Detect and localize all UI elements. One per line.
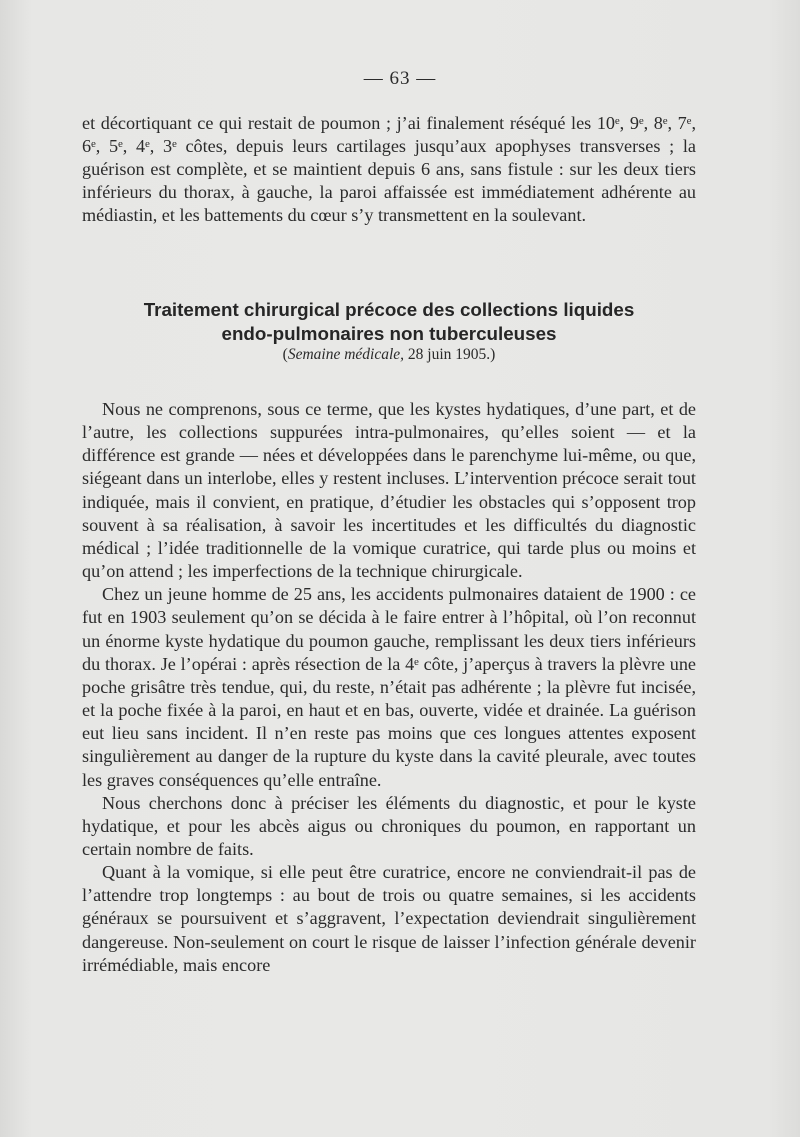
section-title-line-2: endo-pulmonaires non tuberculeuses (221, 323, 557, 344)
paragraph-3: Nous cherchons donc à préciser les éléments du diagnostic, et pour le kyste hydatique, et pour les abcès aigus ou chroniques du poumon, en rapportant un certain nombre de faits. (82, 792, 696, 859)
paragraph-4: Quant à la vomique, si elle peut être curatrice, encore ne conviendrait-il pas de l’attendre trop longtemps : au bout de trois ou quatre semaines, si les accidents généraux se poursuivent et s’aggravent, l’expectation deviendrait singulièrement dangereuse. Non-seulement on court le risque de laisser l’infection générale devenir irrémédiable, mais encore (82, 862, 696, 975)
section-title-line-1: Traitement chirurgical précoce des collections liquides (143, 299, 635, 320)
intro-paragraph: et décortiquant ce qui restait de poumon ; j’ai finalement réséqué les 10ᵉ, 9ᵉ, 8ᵉ, 7ᵉ, 6ᵉ, 5ᵉ, 4ᵉ, 3ᵉ côtes, depuis leurs cartilages jusqu’aux apophyses transverses ; la guérison est complète, et se maintient depuis 6 ans, sans fistule : sur les deux tiers inférieurs du thorax, à gauche, la paroi affaissée est immédiatement adhérente au médiastin, et les battements du cœur s’y transmettent en la soulevant. (82, 113, 696, 225)
citation-date: 28 juin 1905.) (404, 346, 496, 363)
source-citation (82, 346, 696, 364)
paragraph-1: Nous ne comprenons, sous ce terme, que les kystes hydatiques, d’une part, et de l’autre, les collections suppurées intra-pulmonaires, qu’elles soient — et la différence est grande — nées et développées dans le parenchyme lui-même, ou que, siégeant dans un interlobe, elles y restent incluses. L’intervention précoce serait tout indiquée, mais il convient, en pratique, d’étudier les obstacles qui s’opposent trop souvent à sa réalisation, à savoir les incertitudes et les difficultés du diagnostic médical ; l’idée traditionnelle de la vomique curatrice, qui tarde plus ou moins et qu’on attend ; les imperfections de la technique chirurgicale. (82, 399, 696, 582)
section-title (82, 298, 696, 346)
article-body (82, 398, 696, 977)
citation-journal: Semaine médicale, (287, 346, 405, 363)
page-number: — 63 — (363, 68, 437, 89)
citation-open-paren: ( (282, 346, 288, 363)
intro-text-block (82, 112, 696, 227)
paragraph-2: Chez un jeune homme de 25 ans, les accidents pulmonaires dataient de 1900 : ce fut en 1903 seulement qu’on se décida à le faire entrer à l’hôpital, où l’on reconnut un énorme kyste hydatique du poumon gauche, remplissant les deux tiers inférieurs du thorax. Je l’opérai : après résection de la 4ᵉ côte, j’aperçus à travers la plèvre une poche grisâtre très tendue, qui, du reste, n’était pas adhérente ; la plèvre fut incisée, et la poche fixée à la paroi, en haut et en bas, ouverte, vidée et drainée. La guérison eut lieu sans incident. Il n’en reste pas moins que ces longues attentes exposent singulièrement au danger de la rupture du kyste dans la cavité pleurale, avec toutes les graves conséquences qu’elle entraîne. (82, 584, 696, 790)
